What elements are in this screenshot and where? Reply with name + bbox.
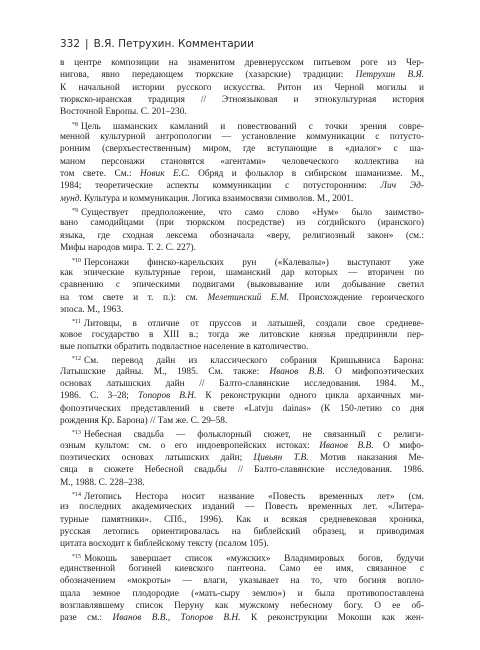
note-marker: *15: [72, 553, 81, 560]
note-first-line: [60, 119, 424, 131]
text-line: [60, 526, 424, 538]
note-first-line: [60, 316, 424, 328]
text-segment: вые попытки обратить подвластное население в католичество.: [60, 341, 309, 352]
text-segment: Мифы народов мира. Т. 2. С. 227).: [60, 243, 196, 254]
text-segment: как эпические культурные герои, шаманский дар которых — вторичен по: [60, 267, 424, 278]
note-marker: *14: [72, 492, 81, 499]
text-line: [60, 538, 424, 550]
text-segment: 1986. С. 3–28;: [60, 391, 138, 402]
text-line: [60, 292, 424, 304]
author-name: Лич Эд-: [380, 181, 424, 192]
text-segment: Обряд и фольклор в сибирском шаманизме. М.,: [189, 169, 424, 180]
text-segment: Летопись Нестора носит название «Повесть временных лет» (см.: [84, 492, 424, 502]
text-line: [60, 464, 424, 476]
text-segment: 1984; теоретические аспекты коммуникации с потусторонним:: [60, 181, 381, 192]
text-segment: возглавлявшему список Перуну как мужскому небесному богу. О ее об-: [60, 601, 424, 612]
text-segment: Мотив наказания Ме-: [308, 453, 424, 463]
text-line: [60, 600, 424, 612]
text-line: [60, 477, 424, 489]
author-name: Цивьян Т.В.: [253, 453, 309, 463]
text-segment: в центре композиции на знаменитом древнерусском питьевом роге из Чер-: [60, 58, 424, 68]
text-segment: разе см.:: [60, 613, 113, 624]
text-segment: сяца в сюжете Небесной свадьбы // Балто-славянские исследования. 1986.: [60, 465, 424, 476]
note-marker: *11: [72, 319, 81, 326]
author-name: Иванов В.В.: [112, 613, 168, 624]
text-segment: из последних академических изданий — Повесть временных лет. «Литера-: [60, 502, 424, 513]
running-title: В.Я. Петрухин. Комментарии: [93, 38, 254, 50]
text-segment: М., 1988. С. 228–238.: [60, 477, 145, 488]
text-segment: единственной богиней киевского пантеона. Само ее имя, связанное с: [60, 564, 424, 575]
note-first-line: [60, 427, 424, 439]
running-header: [60, 38, 254, 50]
text-line: [60, 230, 424, 242]
author-name: Топоров В.Н.: [180, 613, 241, 624]
text-line: [60, 156, 424, 168]
text-segment: К начальной истории русского искусства. Ритон из Черной могилы и: [60, 82, 424, 93]
notes-text: [60, 57, 424, 625]
author-name: мунд.: [60, 193, 82, 204]
text-line: [60, 168, 424, 180]
text-line: [60, 588, 424, 600]
text-line: [60, 131, 424, 143]
text-line: [60, 217, 424, 229]
note-first-line: [60, 551, 424, 563]
text-line: [60, 94, 424, 106]
text-line: [60, 304, 424, 316]
text-line: [60, 57, 424, 69]
text-segment: О мифопоэтических: [324, 366, 424, 377]
text-segment: языка, где сходная лексема обозначала «веру, религиозный закон» (см.:: [60, 230, 424, 241]
text-segment: ронним (сверхъестественным) миром, где вступающие в «диалог» с ша-: [60, 144, 424, 155]
note-marker: *12: [72, 356, 81, 363]
text-line: [60, 82, 424, 94]
text-segment: тюркско-иранская традиция // Этноязыковая и этнокультурная история: [60, 95, 424, 106]
text-line: [60, 341, 424, 353]
text-line: [60, 143, 424, 155]
text-segment: ковое государство в XIII в.; тогда же литовские князья предприняли пер-: [60, 329, 424, 340]
text-segment: О мифо-: [373, 440, 424, 451]
text-line: [60, 440, 424, 452]
text-segment: Существует предположение, что само слово «Нум» было заимство-: [81, 208, 424, 218]
text-line: [60, 180, 424, 192]
text-segment: вано самодийцами (при тюркском посредстве) из согдийского (иранского): [60, 218, 424, 229]
text-segment: Латышские дайны. М., 1985. См. также:: [60, 366, 270, 377]
text-segment: Персонажи финско-карельских рун («Калевалы») выступают уже: [84, 257, 424, 267]
text-segment: турные памятники». СПб., 1996). Как и всякая средневековая хроника,: [60, 514, 424, 525]
text-segment: Мокошь завершает список «мужских» Владимировых богов, будучи: [84, 553, 424, 564]
text-segment: том свете. См.:: [60, 169, 141, 180]
text-segment: рождения Кр. Барона) // Там же. С. 29–58.: [60, 415, 228, 426]
text-segment: Восточной Европы. С. 201–230.: [60, 107, 187, 118]
text-segment: обозначением «мокроты» — влаги, указывает на то, что богиня вопло-: [60, 576, 424, 587]
note-marker: *10: [72, 257, 81, 264]
text-segment: Небесная свадьба — фольклорный сюжет, не связанный с религи-: [84, 430, 424, 440]
text-segment: цитата восходит к библейскому тексту (псалом 105).: [60, 539, 269, 550]
author-name: Петрухин В.Я.: [355, 70, 424, 81]
note-first-line: [60, 205, 424, 217]
author-name: Топоров В.Н.: [137, 391, 197, 402]
text-segment: Литовцы, в отличие от пруссов и латышей, создали свое средневе-: [83, 319, 424, 329]
text-segment: щала земное плодородие («мать-сыру землю») и была противопоставлена: [60, 588, 424, 599]
text-line: [60, 267, 424, 279]
author-name: Новик Е.С.: [140, 169, 190, 180]
note-marker: *9: [72, 208, 78, 215]
text-line: [60, 106, 424, 118]
text-segment: эпоса. М., 1963.: [60, 304, 124, 315]
text-line: [60, 390, 424, 402]
text-segment: Происхождение героического: [289, 292, 424, 303]
page-number: 332: [60, 38, 81, 50]
text-line: [60, 329, 424, 341]
text-line: [60, 403, 424, 415]
text-segment: Культура и коммуникация. Логика взаимосвязи символов. М., 2001.: [81, 193, 354, 204]
author-name: Иванов В.В.: [269, 366, 325, 377]
text-line: [60, 378, 424, 390]
text-line: [60, 242, 424, 254]
note-marker: *8: [72, 121, 78, 128]
text-segment: на том свете и т. п.): см.: [60, 292, 208, 303]
text-segment: См. перевод дайн из классического собрания Кришьяниса Барона:: [84, 356, 424, 366]
text-line: [60, 563, 424, 575]
text-segment: основах латышских дайн // Балто-славянские исследования. 1984. М.,: [60, 378, 424, 389]
note-first-line: [60, 489, 424, 501]
text-segment: менной культурной антропологии — установление коммуникации с потусто-: [60, 132, 424, 143]
text-line: [60, 501, 424, 513]
text-line: [60, 69, 424, 81]
author-name: Иванов В.В.: [319, 440, 374, 451]
note-first-line: [60, 353, 424, 365]
text-segment: ,: [167, 613, 181, 624]
text-line: [60, 193, 424, 205]
text-line: [60, 575, 424, 587]
header-separator: |: [85, 38, 89, 50]
text-segment: К реконструкции Мокоши как жен-: [240, 613, 424, 624]
author-name: Мелетинский Е.М.: [207, 292, 290, 303]
text-segment: нигова, явно передающем тюркские (хазарские) традиции:: [60, 70, 356, 81]
text-segment: сравнению с эпическими подвигами (выковывание или добывание светил: [60, 280, 424, 291]
text-line: [60, 279, 424, 291]
text-segment: поэтических основах латышских дайн;: [60, 453, 254, 463]
text-line: [60, 415, 424, 427]
text-segment: Цель шаманских камланий и повествований с точки зрения совре-: [81, 121, 424, 132]
note-marker: *13: [72, 430, 81, 437]
text-line: [60, 514, 424, 526]
text-segment: озным культом: см. о его индоевропейских истоках:: [60, 440, 320, 451]
note-first-line: [60, 255, 424, 267]
text-line: [60, 452, 424, 464]
text-segment: фопоэтических представлений в свете «Latvju dainas» (К 150-летию со дня: [60, 403, 424, 414]
text-segment: русская летопись ориентировалась на библейский образец, и приводимая: [60, 527, 424, 538]
text-segment: маном персонажи становятся «агентами» человеческого коллектива на: [60, 156, 424, 167]
text-line: [60, 612, 424, 624]
text-segment: К реконструкции одного цикла архаичных ми-: [196, 391, 424, 402]
text-line: [60, 366, 424, 378]
